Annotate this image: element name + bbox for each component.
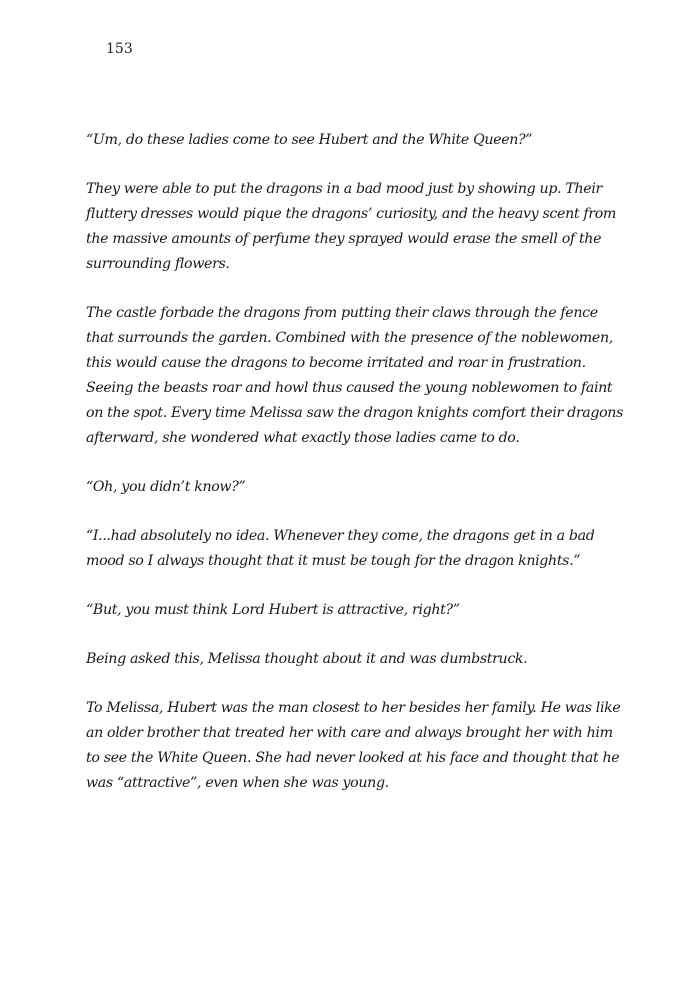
paragraph: “But, you must think Lord Hubert is attractive, right?” [86,602,460,618]
paragraph: Being asked this, Melissa thought about it and was dumbstruck. [86,651,528,667]
paragraph: To Melissa, Hubert was the man closest to her besides her family. He was like an older brother that treated her with care and always brought her with him to see the White Queen. She had never looked at his face and thought that he was “attractive”, even when she was young. [86,700,621,791]
body-text [86,128,626,820]
paragraph: “I...had absolutely no idea. Whenever they come, the dragons get in a bad mood so I always thought that it must be tough for the dragon knights.” [86,528,595,569]
paragraph: “Um, do these ladies come to see Hubert and the White Queen?” [86,132,533,148]
page-number: 153 [106,41,133,57]
paragraph: They were able to put the dragons in a bad mood just by showing up. Their fluttery dresses would pique the dragons’ curiosity, and the heavy scent from the massive amounts of perfume they sprayed would erase the smell of the surrounding flowers. [86,181,616,272]
paragraph: “Oh, you didn’t know?” [86,479,246,495]
paragraph: The castle forbade the dragons from putting their claws through the fence that surrounds the garden. Combined with the presence of the noblewomen, this would cause the dragons to become irritated and roar in frustration. Seeing the beasts roar and howl thus caused the young noblewomen to faint on the spot. Every time Melissa saw the dragon knights comfort their dragons afterward, she wondered what exactly those ladies came to do. [86,305,624,446]
